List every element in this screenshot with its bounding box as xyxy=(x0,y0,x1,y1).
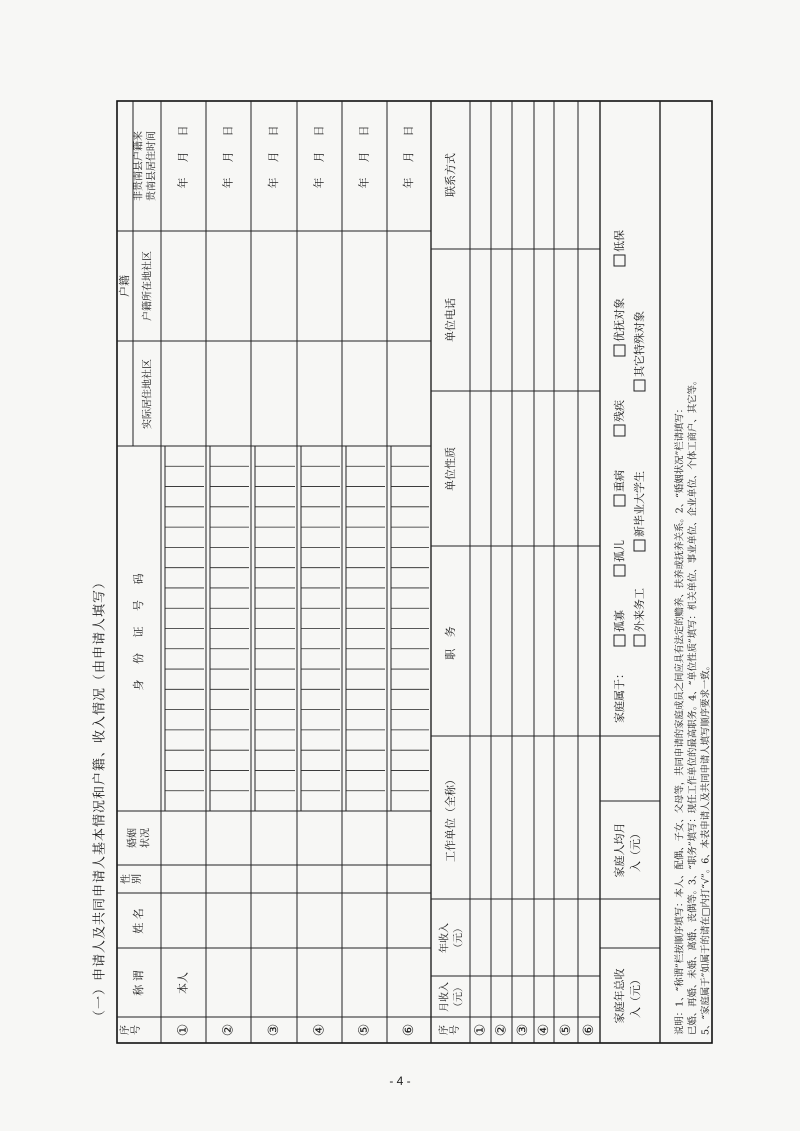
t2-row-seq: ⑤ xyxy=(558,1023,574,1037)
t1-relation-header: 称 谓 xyxy=(132,970,145,996)
option-5-label: 低保 xyxy=(613,230,626,252)
t1-row-seq: ② xyxy=(220,1023,237,1037)
option-3-label: 残疾 xyxy=(613,400,626,422)
option-4-checkbox[interactable] xyxy=(614,345,625,356)
t1-row-date: 年 月 日 xyxy=(357,123,371,189)
t2-unit-nature-header: 单位性质 xyxy=(444,447,457,491)
option-5-checkbox[interactable] xyxy=(614,255,625,266)
t2-annual-header: 年收入 xyxy=(439,923,451,953)
option-2-label: 重病 xyxy=(613,470,626,492)
t1-row-relation: 本人 xyxy=(176,972,190,994)
summary-total-label-2: 入（元） xyxy=(629,974,642,1018)
t1-gender-header: 性别 xyxy=(121,874,143,884)
t1-row-date: 年 月 日 xyxy=(312,123,326,189)
option2-1-label: 新毕业大学生 xyxy=(633,471,646,537)
t2-monthly-header: 月收入 xyxy=(439,982,451,1012)
t2-row-seq: ③ xyxy=(515,1023,531,1037)
page-number: - 4 - xyxy=(389,1074,411,1088)
t2-contact-header: 联系方式 xyxy=(444,153,457,197)
t1-hukou-community-header: 户籍所在地社区 xyxy=(142,251,154,321)
t2-position-header: 职 务 xyxy=(444,622,457,660)
option-3-checkbox[interactable] xyxy=(614,425,625,436)
t2-row-seq: ④ xyxy=(536,1023,552,1037)
rotated-form xyxy=(92,101,713,1043)
t1-seq-header: 序号 xyxy=(120,1025,142,1035)
t2-row-seq: ① xyxy=(472,1023,489,1037)
option-0-label: 孤寡 xyxy=(613,610,626,632)
t1-row-date: 年 月 日 xyxy=(267,123,280,189)
section-title: （一）申请人及共同申请人基本情况和户籍、收入情况（由申请人填写） xyxy=(92,574,108,1023)
summary-avg-label: 家庭人均月 xyxy=(613,822,626,878)
t1-marital-header: 婚姻 xyxy=(127,828,139,848)
note-line-2: 5、“家庭属于”如属于的请在□内打“√”。6、本表申请人及共同申请人填写顺序要求一致。 xyxy=(700,660,712,1035)
t2-employer-header: 工作单位（全称） xyxy=(444,774,457,862)
t1-row-seq: ① xyxy=(175,1023,192,1037)
t2-row-seq: ⑥ xyxy=(581,1023,597,1037)
t2-annual-header-2: （元） xyxy=(453,923,465,953)
t1-id-header: 身 份 证 号 码 xyxy=(132,567,145,691)
t2-monthly-header-2: （元） xyxy=(453,982,465,1012)
t1-name-header: 姓 名 xyxy=(132,908,145,934)
option2-0-label: 外来务工 xyxy=(633,588,646,632)
note-line-0: 说明：1、“称谓”栏按顺序填写：本人、配偶、子女、父母等，共同申请的家庭成员之间应具有法定的赡养、扶养或抚养关系。2、“婚姻状况”栏请填写： xyxy=(674,403,686,1035)
option-2-checkbox[interactable] xyxy=(614,495,625,506)
t1-row-seq: ③ xyxy=(266,1023,282,1037)
summary-total-label: 家庭年总收 xyxy=(613,968,626,1024)
t2-seq-header: 序号 xyxy=(439,1025,461,1035)
summary-avg-label-2: 入（元） xyxy=(629,828,642,872)
option-1-label: 孤儿 xyxy=(613,540,626,562)
family-type-label: 家庭属于： xyxy=(613,668,626,723)
t1-marital-header-2: 状况 xyxy=(140,828,152,848)
t1-residence-time-header-2: 贵南县居住时间 xyxy=(146,131,158,201)
t1-residence-header: 实际居住地社区 xyxy=(142,359,154,429)
t1-row-date: 年 月 日 xyxy=(402,123,415,189)
option2-2-checkbox[interactable] xyxy=(634,380,645,391)
t1-residence-time-header: 非贵南县户籍来 xyxy=(133,131,145,201)
t2-unit-phone-header: 单位电话 xyxy=(444,298,457,342)
note-line-1: 已婚、再婚、未婚、离婚、丧偶等。3、“职务”填写：现任工作单位的最高职务。4、“单位性质”填写：机关单位、事业单位、企业单位、个体工商户、其它等。 xyxy=(687,375,699,1035)
option2-0-checkbox[interactable] xyxy=(634,635,645,646)
t1-row-seq: ④ xyxy=(311,1023,328,1037)
t1-row-date: 年 月 日 xyxy=(221,123,235,189)
t1-row-seq: ⑥ xyxy=(401,1023,417,1037)
t1-hukou-header: 户籍 xyxy=(118,275,131,297)
option-0-checkbox[interactable] xyxy=(614,635,625,646)
t2-row-seq: ② xyxy=(493,1023,510,1037)
t1-row-date: 年 月 日 xyxy=(176,123,190,189)
option2-2-label: 其它特殊对象 xyxy=(633,311,646,377)
option-1-checkbox[interactable] xyxy=(614,565,625,576)
t1-row-seq: ⑤ xyxy=(356,1023,373,1037)
option2-1-checkbox[interactable] xyxy=(634,540,645,551)
option-4-label: 优抚对象 xyxy=(613,298,626,342)
